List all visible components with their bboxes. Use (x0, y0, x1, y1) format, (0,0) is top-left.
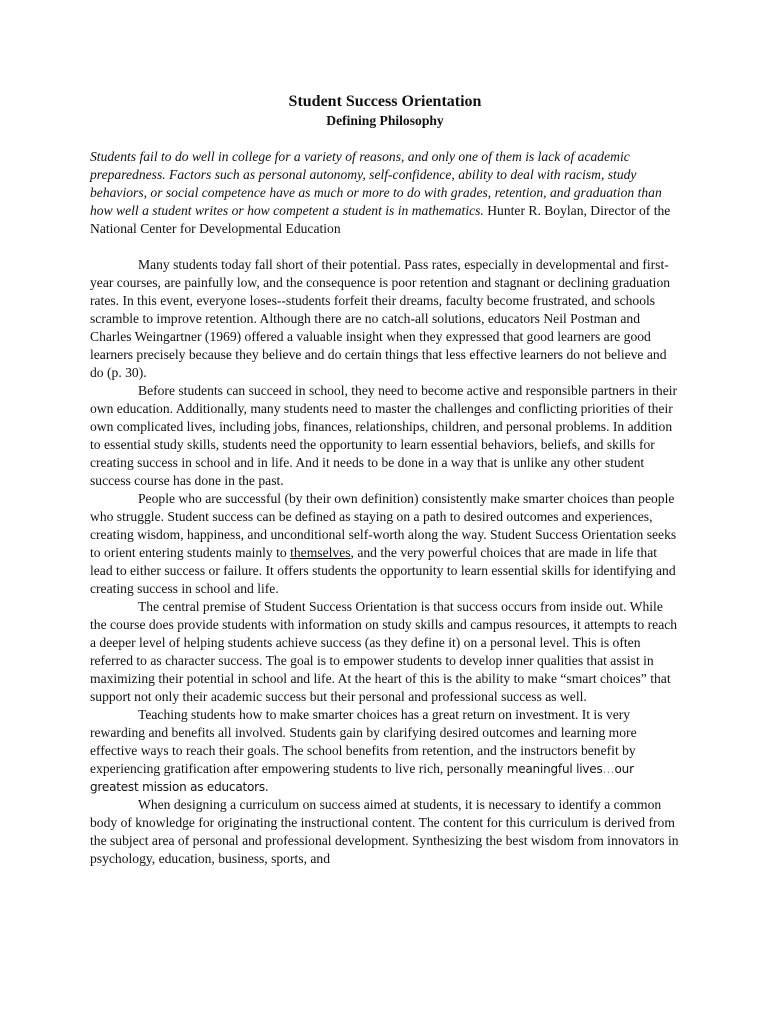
underlined-word: themselves (290, 545, 351, 560)
body-paragraph-3 (90, 490, 680, 598)
body-paragraph-5 (90, 706, 680, 796)
handwritten-ellipsis: … (602, 762, 615, 776)
document-title: Student Success Orientation (288, 93, 482, 110)
epigraph-quote (90, 148, 680, 238)
body-paragraph-1: Many students today fall short of their potential. Pass rates, especially in developmental and first-year courses, are painfully low, and the consequence is poor retention and stagnant or declining graduation rates. In this event, everyone loses--students forfeit their dreams, faculty become frustrated, and schools scramble to improve retention. Although there are no catch-all solutions, educators Neil Postman and Charles Weingartner (1969) offered a valuable insight when they expressed that good learners are good learners precisely because they believe and do certain things that less effective learners do not believe and do (p. 30). (90, 257, 671, 380)
body-paragraph-2: Before students can succeed in school, they need to become active and responsible partners in their own education. Additionally, many students need to master the challenges and conflicting priorities of their own complicated lives, including jobs, finances, relationships, children, and personal problems. In addition to essential study skills, students need the opportunity to learn essential behaviors, beliefs, and skills for creating success in school and in life. And it needs to be done in a way that is unlike any other student success course has done in the past. (90, 383, 678, 488)
paragraph-5-text: Teaching students how to make smarter choices has a great return on investment. It is very rewarding and benefits all involved. Students gain by clarifying desired outcomes and learning more effective ways to reach their goals. The school benefits from retention, and the instructors benefit by experiencing gratification after empowering students to live rich, personally (90, 707, 637, 776)
body-paragraph-4: The central premise of Student Success Orientation is that success occurs from inside out. While the course does provide students with information on study skills and campus resources, it attempts to reach a deeper level of helping students achieve success (as they define it) on a personal level. This is often referred to as character success. The goal is to empower students to develop inner qualities that assist in maximizing their potential in school and life. At the heart of this is the ability to make “smart choices” that support not only their academic success but their personal and professional success as well. (90, 599, 678, 704)
quote-text: Students fail to do well in college for a variety of reasons, and only one of them is lack of academic preparedness. Factors such as personal autonomy, self-confidence, ability to deal with racism, study behaviors, or social competence have as much or more to do with grades, retention, and graduation than how well a student writes or how competent a student is in mathematics. (90, 149, 662, 218)
handwritten-phrase-b: our greatest mission as educators. (90, 762, 634, 794)
body-paragraph-6: When designing a curriculum on success aimed at students, it is necessary to identify a common body of knowledge for originating the instructional content. The content for this curriculum is derived from the subject area of personal and professional development. Synthesizing the best wisdom from innovators in psychology, education, business, sports, and (90, 797, 679, 866)
document-subtitle: Defining Philosophy (326, 113, 444, 128)
document-page (90, 92, 680, 868)
paragraph-3-text-end: , and the very powerful choices that are made in life that lead to either success or failure. It offers students the opportunity to learn essential skills for identifying and creating success in school and life. (90, 545, 676, 596)
paragraph-3-text-start: People who are successful (by their own definition) consistently make smarter choices than people who struggle. Student success can be defined as staying on a path to desired outcomes and experiences, creating wisdom, happiness, and unconditional self-worth along the way. Student Success Orientation seeks to orient entering students mainly to (90, 491, 677, 560)
handwritten-phrase-a: meaningful lives (506, 762, 603, 776)
quote-attribution: Hunter R. Boylan, Director of the National Center for Developmental Education (90, 203, 671, 236)
